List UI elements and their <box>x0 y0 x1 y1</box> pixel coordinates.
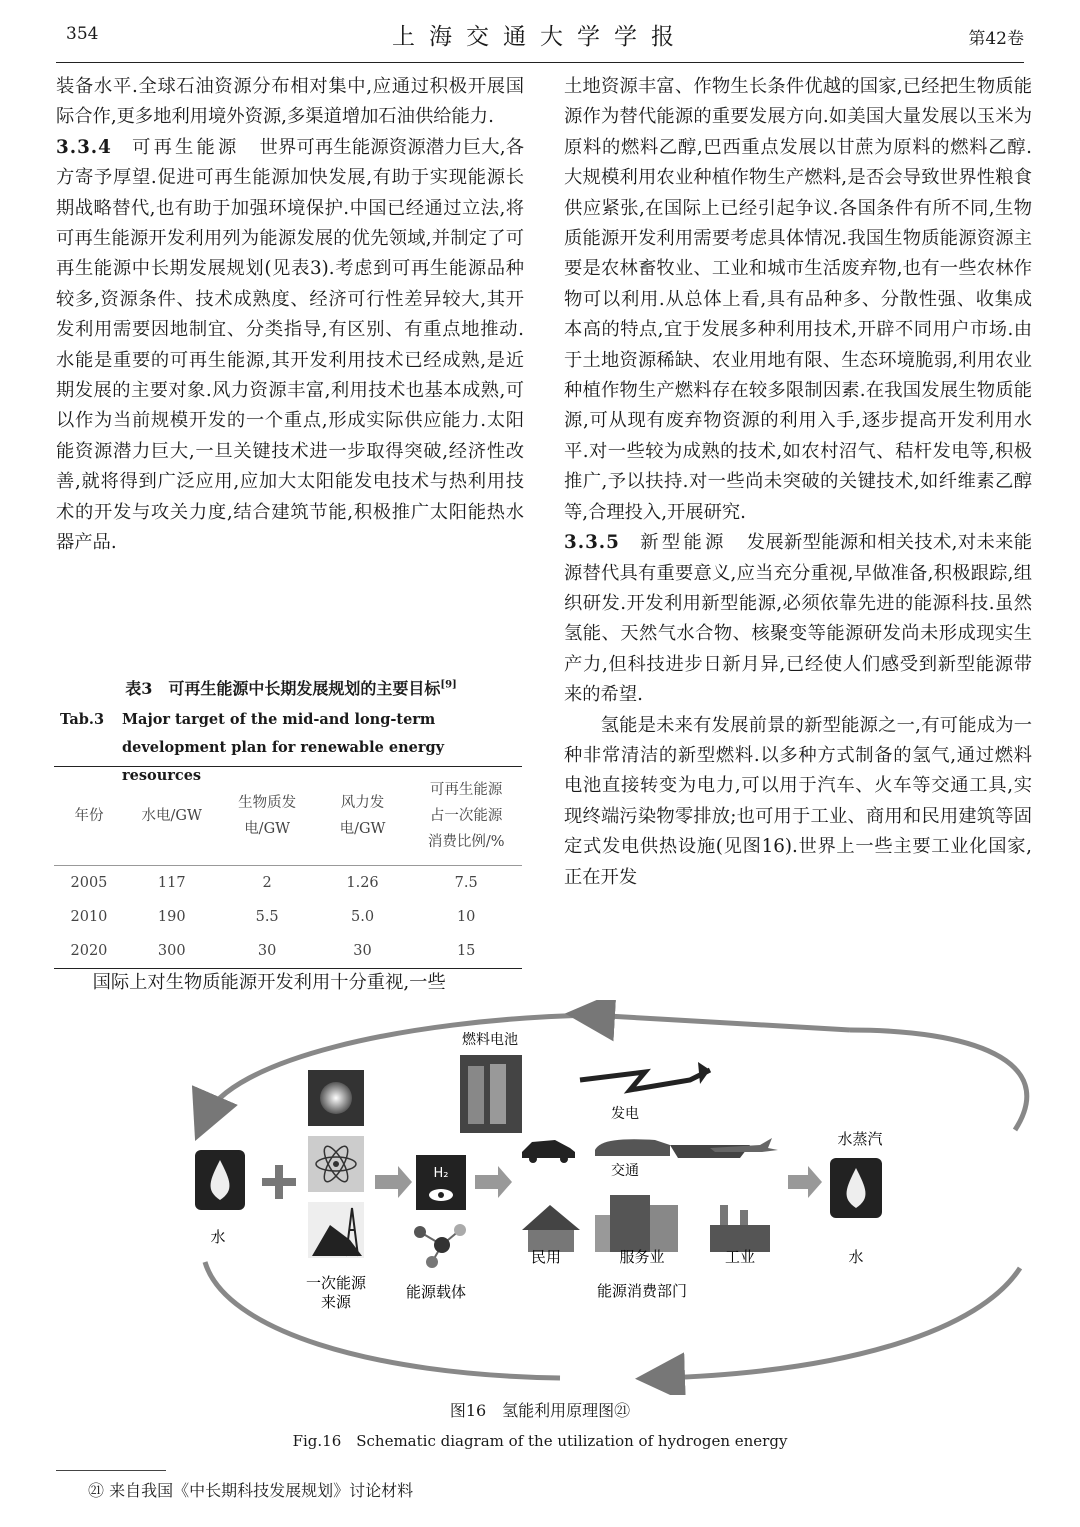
table-header-cell: 可再生能源占一次能源消费比例/% <box>410 767 522 866</box>
office-building-icon <box>595 1195 678 1252</box>
table-header-cell: 生物质发电/GW <box>220 767 315 866</box>
table-header-cell: 水电/GW <box>124 767 220 866</box>
table-cell: 300 <box>124 934 220 969</box>
cycle-arc <box>205 1262 560 1378</box>
transport-label: 交通 <box>611 1163 639 1179</box>
steam-label: 水蒸汽 <box>837 1130 883 1148</box>
table-cell: 5.0 <box>351 909 375 925</box>
water-left-label: 水 <box>210 1228 226 1246</box>
table-row <box>54 866 522 901</box>
figure-caption-cn: 图16 氢能利用原理图㉑ <box>449 1401 631 1420</box>
table-cell: 117 <box>157 875 186 891</box>
left-paragraph-3: 国际上对生物质能源开发利用十分重视,一些 <box>92 972 446 993</box>
water-drop-left-icon <box>195 1150 245 1210</box>
section-number: 3.3.4 <box>56 136 112 158</box>
factory-icon <box>710 1205 770 1252</box>
table-cell: 190 <box>157 909 186 925</box>
left-paragraph-1: 装备水平.全球石油资源分布相对集中,应通过积极开展国际合作,更多地利用境外资源,多渠道增加石油供给能力. <box>56 76 524 128</box>
molecule-icon <box>414 1224 466 1268</box>
table-row <box>54 900 522 934</box>
table-title-en: Major target of the mid-and long-term development plan for renewable energy resources <box>122 711 445 784</box>
section-3-3-5 <box>564 528 1032 710</box>
section-number: 3.3.5 <box>564 532 620 554</box>
table-caption-cn: 表3 可再生能源中长期发展规划的主要目标[9] <box>125 679 457 698</box>
running-header <box>56 18 1024 58</box>
h2-label: H₂ <box>433 1166 449 1181</box>
right-paragraph-1: 土地资源丰富、作物生长条件优越的国家,已经把生物质能源作为替代能源的重要发展方向.如美国大量发展以玉米为原料的燃料乙醇,巴西重点发展以甘蔗为原料的燃料乙醇.大规模利用农业种植作物生产燃料,是否会导致世界性粮食供应紧张,在国际上已经引起争议.各国条件有所不同,生物质能源开发利用需要考虑具体情况.我国生物质能源资源主要是农林畜牧业、工业和城市生活废弃物,也有一些农林作物可以利用.从总体上看,具有品种多、分散性强、收集成本高的特点,宜于发展多种利用技术,开辟不同用户市场.由于土地资源稀缺、农业用地有限、生态环境脆弱,利用农业种植作物生产燃料存在较多限制因素.在我国发展生物质能源,可从现有废弃物资源的利用入手,逐步提高开发利用水平.对一些较为成熟的技术,如农村沼气、秸杆发电等,积极推广,予以扶持.对一些尚未突破的关键技术,如纤维素乙醇等,合理投入,开展研究. <box>564 76 1032 523</box>
hydrogen-cycle-diagram <box>150 1000 1050 1395</box>
flow-arrow <box>475 1166 512 1198</box>
section-3-3-4 <box>56 133 524 559</box>
table-cell: 2005 <box>70 875 108 891</box>
house-icon <box>522 1205 580 1252</box>
page-number: 354 <box>66 24 99 44</box>
power-label: 发电 <box>611 1106 639 1122</box>
right-paragraph-2: 发展新型能源和相关技术,对未来能源替代具有重要意义,应当充分重视,早做准备,积极跟踪,组织研发.开发利用新型能源,必须依靠先进的能源科技.虽然氢能、天然气水合物、核聚变等能源研发尚未形成现实生产力,但科技进步日新月异,已经使人们感受到新型能源带来的希望. <box>564 532 1033 706</box>
table-cell: 5.5 <box>255 909 279 925</box>
hydrogen-icon <box>416 1155 466 1210</box>
table-cell: 30 <box>315 934 411 969</box>
right-paragraph-3: 氢能是未来有发展前景的新型能源之一,有可能成为一种非常清洁的新型燃料.以多种方式制备的氢气,通过燃料电池直接转变为电力,可以用于汽车、火车等交通工具,实现终端污染物零排放;也可用于工业、商用和民用建筑等固定式发电供热设施(见图16).世界上一些主要工业化国家,正在开发 <box>564 714 1032 888</box>
water-drop-right-icon <box>830 1158 882 1218</box>
volume-label: 第42卷 <box>968 29 1024 49</box>
left-paragraph-2: 世界可再生能源资源潜力巨大,各方寄予厚望.促进可再生能源加快发展,有助于实现能源长期战略替代,也有助于加强环境保护.中国已经通过立法,将可再生能源开发利用列为能源发展的优先领域,并制定了可再生能源中长期发展规划(见表3).考虑到可再生能源品种较多,资源条件、技术成熟度、经济可行性差异较大,其开发利用需要因地制宜、分类指导,有区别、有重点地推动.水能是重要的可再生能源,其开发利用技术已经成熟,是近期发展的主要对象.风力资源丰富,利用技术也基本成熟,可以作为当前规模开发的一个重点,形成实际供应能力.太阳能资源潜力巨大,一旦关键技术进一步取得突破,经济性改善,就将得到广泛应用,应加大太阳能发电技术与热利用技术的开发与攻关力度,结合建筑节能,积极推广太阳能热水器产品. <box>56 136 524 554</box>
table-row <box>54 934 522 969</box>
table-header-row <box>54 767 522 866</box>
carrier-label: 能源载体 <box>405 1283 467 1301</box>
flow-arrow <box>788 1166 822 1198</box>
primary-source-label <box>306 1274 367 1311</box>
primary-source-line1: 一次能源 <box>305 1274 367 1292</box>
right-column <box>564 72 1032 893</box>
table-cell: 7.5 <box>454 875 478 891</box>
section-title: 新型能源 <box>639 532 727 554</box>
table-header-cell: 年份 <box>54 767 124 866</box>
table-cell: 2020 <box>54 934 124 969</box>
fuel-cell-label: 燃料电池 <box>462 1032 518 1048</box>
figure-caption-en: Fig.16 Schematic diagram of the utilization of hydrogen energy <box>292 1432 788 1450</box>
cycle-arrow-top <box>590 1015 850 1030</box>
service-label: 服务业 <box>619 1248 665 1266</box>
flow-arrow <box>375 1166 412 1198</box>
table-cell: 2010 <box>70 909 108 925</box>
lightning-icon <box>580 1062 710 1090</box>
primary-source-line2: 来源 <box>320 1293 352 1311</box>
car-icon <box>522 1140 575 1163</box>
cycle-arc <box>850 1030 1027 1130</box>
footnote-rule <box>56 1470 166 1471</box>
table-header-cell: 风力发电/GW <box>315 767 411 866</box>
section-title: 可再生能源 <box>131 136 240 158</box>
renewable-target-table <box>54 766 522 969</box>
oil-rig-icon <box>308 1202 364 1258</box>
fuel-cell-icon <box>460 1055 522 1133</box>
footnote: ㉑ 来自我国《中长期科技发展规划》讨论材料 <box>88 1481 414 1500</box>
consumer-label: 能源消费部门 <box>596 1282 688 1300</box>
water-right-label: 水 <box>848 1248 864 1266</box>
table-cell: 30 <box>220 934 315 969</box>
sun-icon <box>308 1070 364 1126</box>
train-icon <box>595 1139 670 1156</box>
journal-title: 上海交通大学学报 <box>392 24 688 50</box>
table-cell: 10 <box>456 909 476 925</box>
table-cell: 1.26 <box>346 875 379 891</box>
plus-icon <box>262 1165 296 1199</box>
left-column <box>56 72 524 559</box>
atom-icon <box>308 1136 364 1192</box>
residential-label: 民用 <box>530 1248 562 1266</box>
table-cell: 15 <box>410 934 522 969</box>
table-label-en: Tab.3 <box>60 711 105 728</box>
table-cell: 2 <box>262 875 272 891</box>
cycle-arrow-right <box>660 1268 1020 1378</box>
cycle-arrow-left <box>205 1015 590 1118</box>
header-rule <box>56 62 1024 63</box>
industry-label: 工业 <box>724 1248 756 1266</box>
